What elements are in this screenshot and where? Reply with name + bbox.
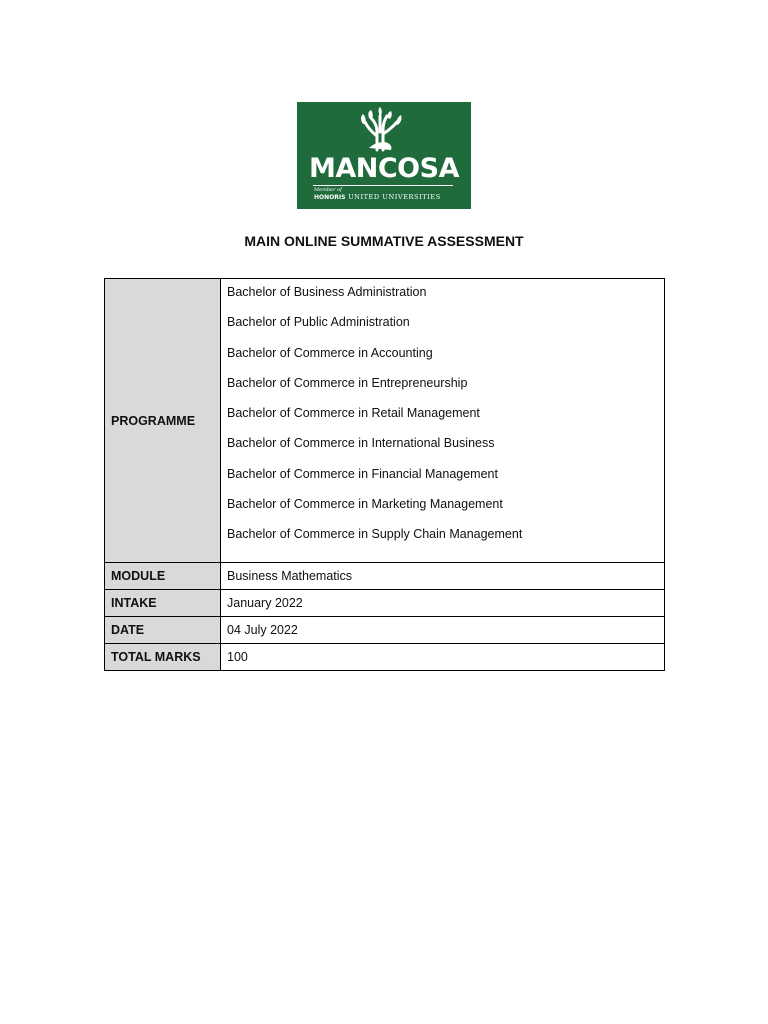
programme-item: Bachelor of Public Administration	[227, 315, 410, 330]
logo-wordmark: MANCOSA	[309, 153, 459, 184]
intake-value: January 2022	[221, 590, 665, 617]
programme-item: Bachelor of Commerce in Entrepreneurship	[227, 375, 468, 390]
logo-divider	[313, 185, 453, 186]
programme-item: Bachelor of Business Administration	[227, 285, 427, 299]
programme-item: Bachelor of Commerce in Financial Management	[227, 466, 498, 481]
module-row	[105, 563, 665, 590]
programme-item: Bachelor of Commerce in Supply Chain Management	[227, 527, 523, 542]
total-marks-row	[105, 644, 665, 671]
module-value: Business Mathematics	[221, 563, 665, 590]
mancosa-logo	[297, 102, 471, 209]
date-label: DATE	[105, 617, 221, 644]
programme-item: Bachelor of Commerce in Marketing Management	[227, 497, 503, 512]
programme-item: Bachelor of Commerce in International Business	[227, 436, 495, 451]
programme-row	[105, 279, 665, 563]
logo-affiliation-prefix: HONORIS	[314, 194, 346, 201]
programme-item: Bachelor of Commerce in Retail Management	[227, 406, 480, 421]
programme-list	[227, 279, 658, 557]
intake-row	[105, 590, 665, 617]
document-title: MAIN ONLINE SUMMATIVE ASSESSMENT	[244, 233, 524, 249]
total-marks-value: 100	[221, 644, 665, 671]
date-value: 04 July 2022	[221, 617, 665, 644]
date-row	[105, 617, 665, 644]
logo-member-of: Member of	[314, 187, 342, 193]
logo-affiliation	[314, 193, 474, 202]
programme-label: PROGRAMME	[105, 279, 221, 563]
programme-item: Bachelor of Commerce in Accounting	[227, 345, 433, 360]
total-marks-label: TOTAL MARKS	[105, 644, 221, 671]
intake-label: INTAKE	[105, 590, 221, 617]
logo-affiliation-suffix: UNITED UNIVERSITIES	[348, 193, 441, 201]
module-label: MODULE	[105, 563, 221, 590]
assessment-info-table	[104, 278, 665, 671]
programme-value	[221, 279, 665, 563]
